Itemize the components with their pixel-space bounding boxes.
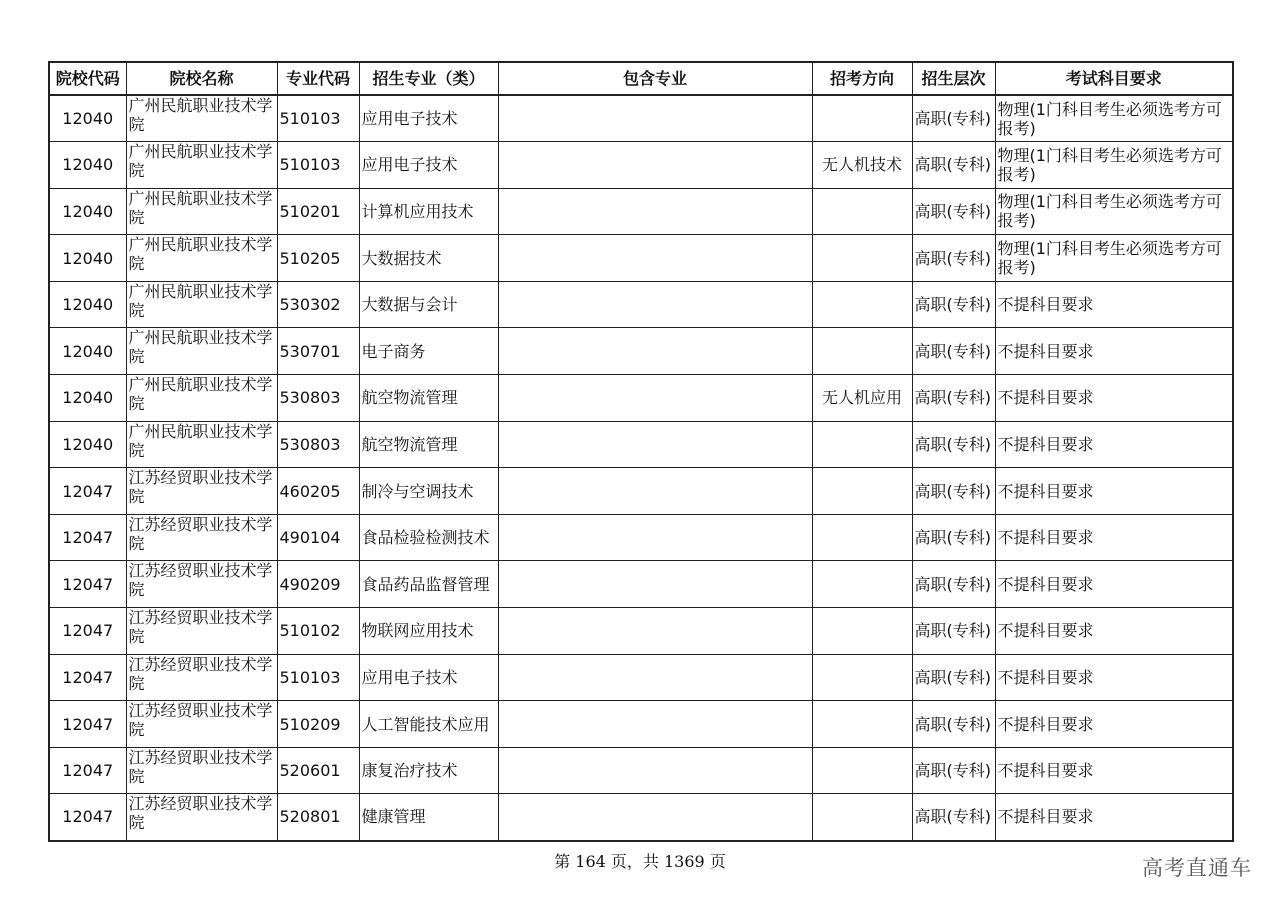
major-code-cell: 520601: [277, 747, 359, 794]
included-majors-cell: [498, 235, 812, 282]
major-code-cell: 530803: [277, 375, 359, 422]
level-cell: 高职(专科): [912, 95, 995, 142]
subject-requirement-cell: 不提科目要求: [995, 654, 1233, 701]
school-name-cell: 江苏经贸职业技术学院: [126, 701, 277, 748]
school-name-cell: 广州民航职业技术学院: [126, 281, 277, 328]
table-row: [49, 514, 1233, 561]
direction-cell: [812, 468, 912, 515]
school-code-cell: 12040: [49, 281, 126, 328]
included-majors-cell: [498, 608, 812, 655]
level-cell: 高职(专科): [912, 375, 995, 422]
direction-cell: [812, 608, 912, 655]
school-name-cell: 江苏经贸职业技术学院: [126, 608, 277, 655]
watermark: 高考直通车: [1142, 856, 1252, 880]
school-code-cell: 12047: [49, 608, 126, 655]
col-header-school-name: 院校名称: [126, 62, 277, 95]
table-row: [49, 654, 1233, 701]
major-code-cell: 530701: [277, 328, 359, 375]
direction-cell: [812, 235, 912, 282]
direction-cell: [812, 188, 912, 235]
school-code-cell: 12040: [49, 375, 126, 422]
direction-cell: [812, 561, 912, 608]
school-name-cell: 广州民航职业技术学院: [126, 235, 277, 282]
school-name-cell: 广州民航职业技术学院: [126, 142, 277, 189]
table-row: [49, 235, 1233, 282]
subject-requirement-cell: 不提科目要求: [995, 328, 1233, 375]
level-cell: 高职(专科): [912, 328, 995, 375]
col-header-level: 招生层次: [912, 62, 995, 95]
major-code-cell: 530803: [277, 421, 359, 468]
school-name-cell: 广州民航职业技术学院: [126, 95, 277, 142]
table-row: [49, 281, 1233, 328]
table-row: [49, 794, 1233, 841]
school-name-cell: 江苏经贸职业技术学院: [126, 794, 277, 841]
major-cell: 康复治疗技术: [359, 747, 498, 794]
col-header-subject-requirement: 考试科目要求: [995, 62, 1233, 95]
included-majors-cell: [498, 328, 812, 375]
table-row: [49, 421, 1233, 468]
major-code-cell: 460205: [277, 468, 359, 515]
subject-requirement-cell: 不提科目要求: [995, 468, 1233, 515]
included-majors-cell: [498, 188, 812, 235]
included-majors-cell: [498, 561, 812, 608]
major-cell: 大数据与会计: [359, 281, 498, 328]
major-code-cell: 510103: [277, 142, 359, 189]
major-code-cell: 510103: [277, 654, 359, 701]
level-cell: 高职(专科): [912, 701, 995, 748]
school-code-cell: 12047: [49, 561, 126, 608]
col-header-included-majors: 包含专业: [498, 62, 812, 95]
subject-requirement-cell: 不提科目要求: [995, 794, 1233, 841]
included-majors-cell: [498, 747, 812, 794]
major-cell: 航空物流管理: [359, 421, 498, 468]
school-code-cell: 12047: [49, 794, 126, 841]
major-cell: 人工智能技术应用: [359, 701, 498, 748]
level-cell: 高职(专科): [912, 608, 995, 655]
level-cell: 高职(专科): [912, 747, 995, 794]
subject-requirement-cell: 不提科目要求: [995, 281, 1233, 328]
included-majors-cell: [498, 375, 812, 422]
major-code-cell: 510201: [277, 188, 359, 235]
subject-requirement-cell: 物理(1门科目考生必须选考方可报考): [995, 95, 1233, 142]
direction-cell: [812, 281, 912, 328]
subject-requirement-cell: 不提科目要求: [995, 701, 1233, 748]
major-cell: 应用电子技术: [359, 654, 498, 701]
major-cell: 大数据技术: [359, 235, 498, 282]
subject-requirement-cell: 不提科目要求: [995, 514, 1233, 561]
school-code-cell: 12040: [49, 421, 126, 468]
school-name-cell: 江苏经贸职业技术学院: [126, 561, 277, 608]
major-cell: 健康管理: [359, 794, 498, 841]
included-majors-cell: [498, 701, 812, 748]
subject-requirement-cell: 物理(1门科目考生必须选考方可报考): [995, 188, 1233, 235]
table-row: [49, 188, 1233, 235]
col-header-major-code: 专业代码: [277, 62, 359, 95]
school-name-cell: 广州民航职业技术学院: [126, 375, 277, 422]
direction-cell: [812, 514, 912, 561]
direction-cell: [812, 794, 912, 841]
school-name-cell: 广州民航职业技术学院: [126, 328, 277, 375]
table-row: [49, 468, 1233, 515]
level-cell: 高职(专科): [912, 235, 995, 282]
table-row: [49, 608, 1233, 655]
level-cell: 高职(专科): [912, 142, 995, 189]
table-row: [49, 328, 1233, 375]
table-body: [49, 95, 1233, 841]
subject-requirement-cell: 物理(1门科目考生必须选考方可报考): [995, 235, 1233, 282]
school-code-cell: 12047: [49, 654, 126, 701]
major-code-cell: 510209: [277, 701, 359, 748]
level-cell: 高职(专科): [912, 654, 995, 701]
level-cell: 高职(专科): [912, 281, 995, 328]
included-majors-cell: [498, 468, 812, 515]
school-code-cell: 12040: [49, 328, 126, 375]
direction-cell: 无人机应用: [812, 375, 912, 422]
page-footer: 第 164 页，共 1369 页: [554, 852, 726, 871]
school-name-cell: 江苏经贸职业技术学院: [126, 654, 277, 701]
school-name-cell: 广州民航职业技术学院: [126, 188, 277, 235]
header-row: [49, 62, 1233, 95]
direction-cell: [812, 328, 912, 375]
major-code-cell: 490104: [277, 514, 359, 561]
included-majors-cell: [498, 281, 812, 328]
major-cell: 航空物流管理: [359, 375, 498, 422]
direction-cell: [812, 95, 912, 142]
school-code-cell: 12040: [49, 235, 126, 282]
direction-cell: [812, 654, 912, 701]
major-cell: 电子商务: [359, 328, 498, 375]
included-majors-cell: [498, 514, 812, 561]
included-majors-cell: [498, 95, 812, 142]
subject-requirement-cell: 物理(1门科目考生必须选考方可报考): [995, 142, 1233, 189]
level-cell: 高职(专科): [912, 514, 995, 561]
table-row: [49, 375, 1233, 422]
level-cell: 高职(专科): [912, 561, 995, 608]
subject-requirement-cell: 不提科目要求: [995, 375, 1233, 422]
school-name-cell: 江苏经贸职业技术学院: [126, 468, 277, 515]
table-row: [49, 701, 1233, 748]
major-cell: 应用电子技术: [359, 95, 498, 142]
level-cell: 高职(专科): [912, 468, 995, 515]
school-name-cell: 江苏经贸职业技术学院: [126, 514, 277, 561]
major-code-cell: 520801: [277, 794, 359, 841]
school-code-cell: 12040: [49, 188, 126, 235]
admissions-table: [48, 61, 1234, 842]
major-cell: 物联网应用技术: [359, 608, 498, 655]
direction-cell: [812, 747, 912, 794]
major-cell: 应用电子技术: [359, 142, 498, 189]
subject-requirement-cell: 不提科目要求: [995, 561, 1233, 608]
level-cell: 高职(专科): [912, 794, 995, 841]
included-majors-cell: [498, 794, 812, 841]
major-code-cell: 530302: [277, 281, 359, 328]
table-row: [49, 561, 1233, 608]
direction-cell: 无人机技术: [812, 142, 912, 189]
major-cell: 制冷与空调技术: [359, 468, 498, 515]
major-code-cell: 490209: [277, 561, 359, 608]
level-cell: 高职(专科): [912, 421, 995, 468]
subject-requirement-cell: 不提科目要求: [995, 747, 1233, 794]
subject-requirement-cell: 不提科目要求: [995, 608, 1233, 655]
school-code-cell: 12040: [49, 95, 126, 142]
col-header-direction: 招考方向: [812, 62, 912, 95]
included-majors-cell: [498, 654, 812, 701]
major-cell: 食品检验检测技术: [359, 514, 498, 561]
school-code-cell: 12047: [49, 747, 126, 794]
included-majors-cell: [498, 142, 812, 189]
school-code-cell: 12047: [49, 468, 126, 515]
direction-cell: [812, 421, 912, 468]
col-header-major: 招生专业（类）: [359, 62, 498, 95]
school-code-cell: 12047: [49, 701, 126, 748]
school-code-cell: 12040: [49, 142, 126, 189]
subject-requirement-cell: 不提科目要求: [995, 421, 1233, 468]
table-row: [49, 142, 1233, 189]
table-row: [49, 95, 1233, 142]
table-row: [49, 747, 1233, 794]
school-name-cell: 江苏经贸职业技术学院: [126, 747, 277, 794]
major-code-cell: 510205: [277, 235, 359, 282]
school-name-cell: 广州民航职业技术学院: [126, 421, 277, 468]
included-majors-cell: [498, 421, 812, 468]
major-code-cell: 510102: [277, 608, 359, 655]
level-cell: 高职(专科): [912, 188, 995, 235]
school-code-cell: 12047: [49, 514, 126, 561]
col-header-school-code: 院校代码: [49, 62, 126, 95]
major-code-cell: 510103: [277, 95, 359, 142]
major-cell: 食品药品监督管理: [359, 561, 498, 608]
direction-cell: [812, 701, 912, 748]
major-cell: 计算机应用技术: [359, 188, 498, 235]
